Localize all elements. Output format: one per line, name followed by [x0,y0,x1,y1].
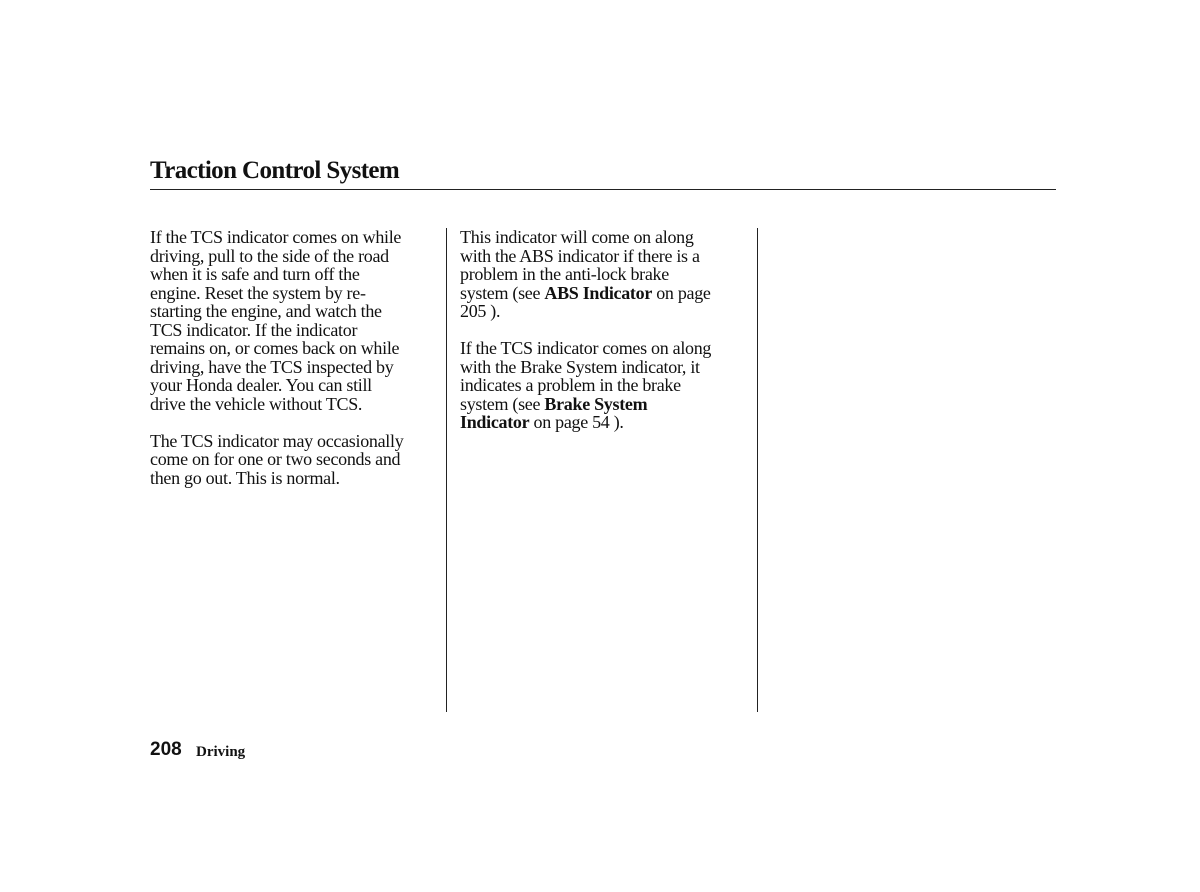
paragraph-reset-instructions: If the TCS indicator comes on while driving, pull to the side of the road when it is safe and turn off the engine. Reset the system by re- starting the engine, and watch the TCS indicator. If the indicator remains on, or comes back on while driving, have the TCS inspected by your Honda dealer. You can still drive the vehicle without TCS. [150,227,402,414]
brake-note-text-after: on page 54 ). [529,412,624,432]
column-divider-left [446,228,447,712]
abs-note-text-before: This indicator will come on along with the ABS indicator if there is a problem in the anti-lock brake system (see [460,227,700,303]
brake-note-text-before: If the TCS indicator comes on along with the Brake System indicator, it indicates a problem in the brake system (see [460,338,712,414]
paragraph-normal-behavior: The TCS indicator may occasionally come on for one or two seconds and then go out. This is normal. [150,430,404,488]
title-divider [150,189,1056,190]
abs-indicator-reference: ABS Indicator [544,282,653,303]
paragraph-abs-note [460,228,750,321]
page-number: 208 [150,739,182,760]
abs-note-text-after: on page 205 ). [460,282,711,321]
brake-system-indicator-reference: Brake System Indicator [460,393,648,432]
column-left [150,228,435,506]
page-title: Traction Control System [150,157,400,184]
paragraph-brake-note [460,339,750,432]
column-divider-right [757,228,758,712]
section-name: Driving [196,744,246,760]
column-middle [460,228,750,450]
